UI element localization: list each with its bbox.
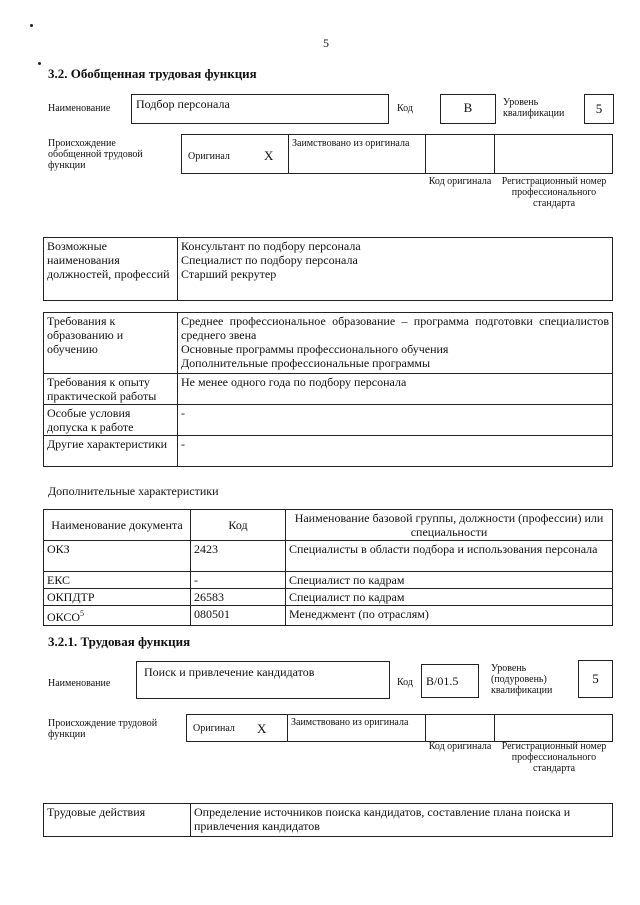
- position-item: Консультант по подбору персонала: [181, 239, 361, 253]
- name-cell: Специалисты в области подбора и использования персонала: [286, 541, 613, 572]
- original-cell: [186, 714, 288, 742]
- level-label: Уровень квалификации: [503, 97, 565, 119]
- borrowed-cell: Заимствовано из оригинала: [287, 714, 426, 742]
- code-label: Код: [397, 677, 413, 688]
- page-number: 5: [323, 36, 329, 50]
- labor-actions-table: [43, 803, 613, 837]
- additional-heading: Дополнительные характеристики: [48, 484, 219, 498]
- level-value: 5: [578, 660, 613, 698]
- labor-actions-label: Трудовые действия: [44, 804, 191, 837]
- reg-number-cell: [494, 134, 613, 174]
- code-value: B: [440, 94, 496, 124]
- code-cell: 2423: [191, 541, 286, 572]
- name-cell: Менеджмент (по отраслям): [286, 606, 613, 626]
- col-doc-header: Наименование документа: [44, 510, 191, 541]
- position-item: Старший рекрутер: [181, 267, 277, 281]
- code-original-label: Код оригинала: [428, 741, 492, 752]
- doc-cell-text: ОКСО: [47, 610, 81, 624]
- other-value: -: [178, 436, 613, 467]
- doc-cell: ОКПДТР: [44, 589, 191, 606]
- level-label: Уровень (подуровень) квалификации: [491, 663, 553, 696]
- code-cell: 26583: [191, 589, 286, 606]
- borrowed-cell: Заимствовано из оригинала: [288, 134, 426, 174]
- name-label: Наименование: [48, 678, 111, 689]
- education-line: Дополнительные профессиональные программы: [181, 356, 431, 370]
- positions-table: [43, 237, 613, 301]
- experience-label: Требования к опыту практической работы: [44, 374, 178, 405]
- table-row: [44, 589, 613, 606]
- doc-cell: [44, 606, 191, 626]
- name-value: Подбор персонала: [131, 94, 389, 124]
- scan-dot: [30, 24, 33, 27]
- table-row: [44, 606, 613, 626]
- special-label: Особые условия допуска к работе: [44, 405, 178, 436]
- section-heading: 3.2. Обобщенная трудовая функция: [48, 66, 257, 81]
- labor-actions-value: Определение источников поиска кандидатов, составление плана поиска и привлечения кандидатов: [191, 804, 613, 837]
- table-row: [44, 572, 613, 589]
- scan-dot: [38, 62, 41, 65]
- code-original-label: Код оригинала: [428, 176, 492, 187]
- education-line: Среднее профессиональное образование – программа подготовки специалистов среднего звена: [181, 314, 609, 342]
- original-label: Оригинал: [193, 723, 235, 734]
- name-label: Наименование: [48, 103, 111, 114]
- code-cell: 080501: [191, 606, 286, 626]
- education-value: [178, 313, 613, 374]
- original-mark: X: [257, 721, 267, 736]
- positions-label: Возможные наименования должностей, профессий: [44, 238, 178, 301]
- table-row: [44, 541, 613, 572]
- function-code-value: B/01.5: [421, 664, 479, 698]
- education-label: Требования к образованию и обучению: [44, 313, 178, 374]
- experience-value: Не менее одного года по подбору персонала: [178, 374, 613, 405]
- doc-cell: ЕКС: [44, 572, 191, 589]
- reg-number-label: Регистрационный номер профессионального стандарта: [501, 741, 607, 774]
- name-cell: Специалист по кадрам: [286, 572, 613, 589]
- doc-cell: ОКЗ: [44, 541, 191, 572]
- education-line: Основные программы профессионального обучения: [181, 342, 449, 356]
- code-original-cell: [425, 714, 495, 742]
- origin-label: Происхождение обобщенной трудовой функции: [48, 138, 143, 171]
- other-label: Другие характеристики: [44, 436, 178, 467]
- code-original-cell: [425, 134, 495, 174]
- footnote-mark: 5: [80, 609, 85, 618]
- additional-table: [43, 509, 613, 626]
- name-cell: Специалист по кадрам: [286, 589, 613, 606]
- original-label: Оригинал: [188, 151, 230, 162]
- original-mark: X: [264, 148, 274, 163]
- requirements-table: [43, 312, 613, 467]
- code-label: Код: [397, 103, 413, 114]
- code-cell: -: [191, 572, 286, 589]
- original-cell: [181, 134, 289, 174]
- position-item: Специалист по подбору персонала: [181, 253, 358, 267]
- reg-number-label: Регистрационный номер профессионального стандарта: [501, 176, 607, 209]
- col-code-header: Код: [191, 510, 286, 541]
- col-name-header: Наименование базовой группы, должности (профессии) или специальности: [286, 510, 613, 541]
- origin-label: Происхождение трудовой функции: [48, 718, 158, 740]
- level-value: 5: [584, 94, 614, 124]
- positions-list: [178, 238, 613, 301]
- function-name-value: Поиск и привлечение кандидатов: [136, 661, 390, 699]
- section-heading: 3.2.1. Трудовая функция: [48, 634, 191, 649]
- special-value: -: [178, 405, 613, 436]
- reg-number-cell: [494, 714, 613, 742]
